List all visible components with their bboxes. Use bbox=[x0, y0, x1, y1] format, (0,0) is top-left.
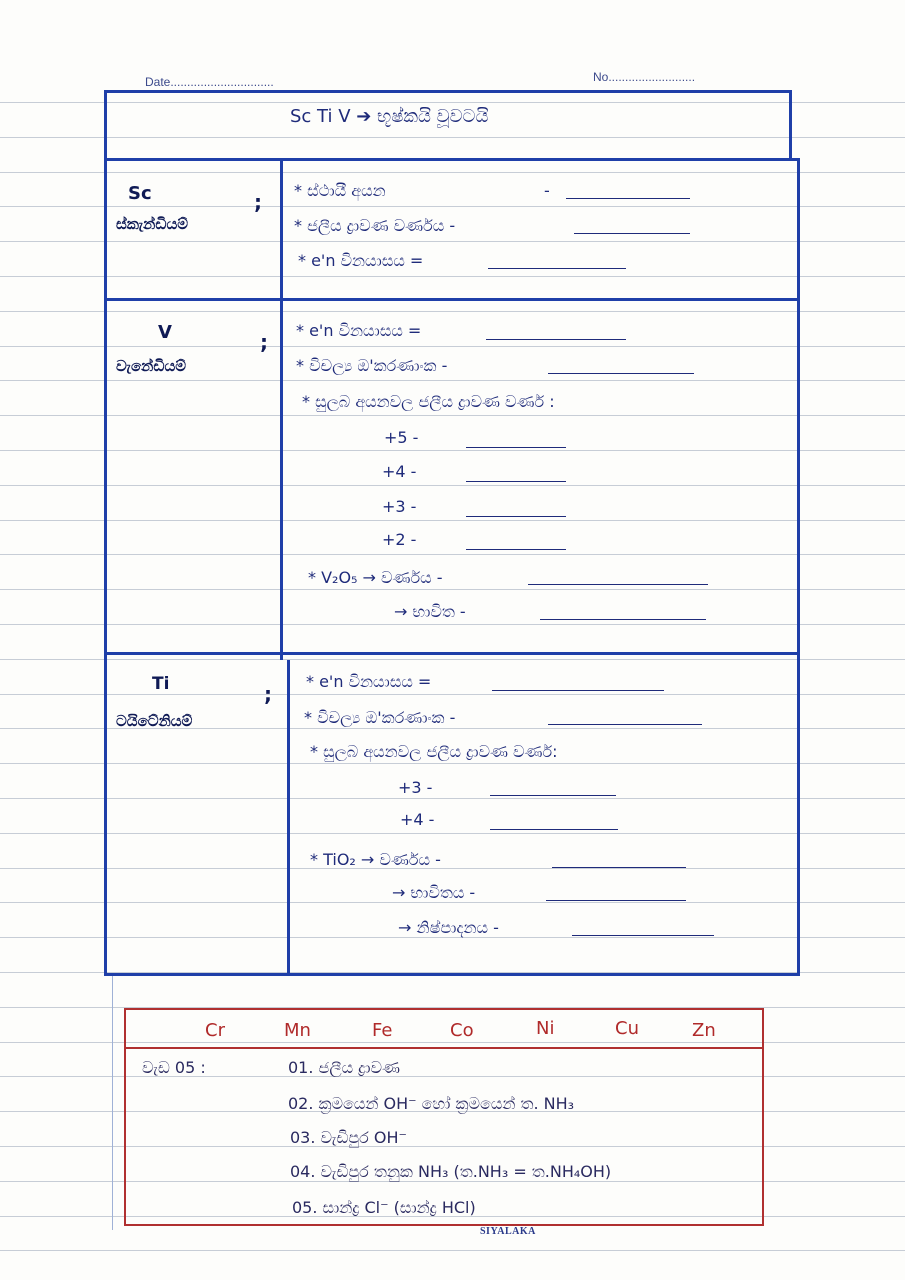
ti-line-3: * සුලබ අයනවල ජලීය ද්‍රාවණ වර්ණ: bbox=[310, 742, 558, 761]
task-3: 03. වැඩිපුර OH⁻ bbox=[290, 1128, 408, 1147]
task-1: 01. ජලීය ද්‍රාවණ bbox=[288, 1058, 401, 1077]
v-oxide-colour: * V₂O₅ → වර්ණය - bbox=[308, 568, 443, 587]
sc-line-1-dash: - bbox=[544, 181, 550, 200]
v-state-4: +2 - bbox=[382, 530, 417, 549]
task-4: 04. වැඩිපුර තනුක NH₃ (ත.NH₃ = ත.NH₄OH) bbox=[290, 1162, 612, 1181]
ti-blank-1 bbox=[492, 690, 664, 691]
ti-semicolon: ; bbox=[264, 682, 272, 706]
v-state-1: +5 - bbox=[384, 428, 419, 447]
date-label: Date............................... bbox=[145, 75, 274, 89]
element-mn: Mn bbox=[284, 1020, 311, 1041]
sc-line-3: * e'n විනයාසය = bbox=[298, 251, 424, 270]
ti-line-2: * විචල්‍ය ඔ'කරණාංක - bbox=[304, 708, 456, 727]
margin-line bbox=[112, 975, 113, 1230]
v-state-blank-3 bbox=[466, 516, 566, 517]
row-divider-sc-v bbox=[106, 298, 798, 301]
element-cr: Cr bbox=[205, 1020, 225, 1041]
v-name: වැනේඩියම් bbox=[116, 357, 187, 375]
v-state-3: +3 - bbox=[382, 497, 417, 516]
task-5: 05. සාන්ද්‍ර Cl⁻ (සාන්ද්‍ර HCl) bbox=[292, 1198, 476, 1217]
ruled-line bbox=[0, 1250, 905, 1251]
ti-oxide-usage: → භාවිතය - bbox=[392, 883, 476, 902]
tasks-box-divider bbox=[126, 1047, 762, 1049]
ti-production-blank bbox=[572, 935, 714, 936]
ti-usage-blank bbox=[546, 900, 686, 901]
row-divider-v-ti bbox=[106, 652, 798, 655]
v-semicolon: ; bbox=[260, 330, 268, 354]
ti-oxide-colour: * TiO₂ → වර්ණය - bbox=[310, 850, 441, 869]
v-symbol: V bbox=[158, 322, 172, 343]
sc-line-2: * ජලීය ද්‍රාවණ වර්ණය - bbox=[294, 216, 456, 235]
sc-name: ස්කැන්ඩියම් bbox=[116, 215, 189, 233]
page-title: Sc Ti V ➔ භූෂ්කයි වූවටයි bbox=[290, 106, 489, 127]
v-line-2: * විචල්‍ය ඔ'කරණාංක - bbox=[296, 356, 448, 375]
sc-semicolon: ; bbox=[254, 190, 262, 214]
v-oxide-blank bbox=[528, 584, 708, 585]
sc-blank-2 bbox=[574, 233, 690, 234]
task-label: වැඩ 05 : bbox=[142, 1058, 206, 1077]
v-oxide-usage: → භාවිත - bbox=[394, 602, 466, 621]
ti-line-1: * e'n විනයාසය = bbox=[306, 672, 432, 691]
ti-oxide-blank bbox=[552, 867, 686, 868]
column-divider-upper bbox=[280, 160, 283, 660]
task-2: 02. ක්‍රමයෙන් OH⁻ හෝ ක්‍රමයෙන් ත. NH₃ bbox=[288, 1094, 575, 1113]
element-fe: Fe bbox=[372, 1020, 393, 1041]
ti-state-blank-1 bbox=[490, 795, 616, 796]
ti-oxide-production: → නිෂ්පාදනය - bbox=[398, 918, 499, 937]
v-usage-blank bbox=[540, 619, 706, 620]
column-divider-lower bbox=[287, 660, 290, 974]
element-ni: Ni bbox=[536, 1018, 555, 1039]
number-label: No.......................... bbox=[593, 70, 696, 84]
sc-symbol: Sc bbox=[128, 183, 152, 204]
main-table bbox=[104, 158, 800, 976]
v-state-2: +4 - bbox=[382, 462, 417, 481]
v-blank-1 bbox=[486, 339, 626, 340]
v-line-1: * e'n විනයාසය = bbox=[296, 321, 422, 340]
footer-brand: SIYALAKA bbox=[480, 1226, 536, 1237]
sc-blank-1 bbox=[566, 198, 690, 199]
ti-state-1: +3 - bbox=[398, 778, 433, 797]
ti-blank-2 bbox=[548, 724, 702, 725]
sc-line-1: * ස්ථායී අයන bbox=[294, 181, 386, 200]
v-state-blank-1 bbox=[466, 447, 566, 448]
v-line-3: * සුලබ අයනවල ජලීය ද්‍රාවණ වර්ණ : bbox=[302, 392, 555, 411]
ti-state-2: +4 - bbox=[400, 810, 435, 829]
v-state-blank-4 bbox=[466, 549, 566, 550]
element-co: Co bbox=[450, 1020, 474, 1041]
sc-blank-3 bbox=[488, 268, 626, 269]
v-state-blank-2 bbox=[466, 481, 566, 482]
element-cu: Cu bbox=[615, 1018, 639, 1039]
ti-state-blank-2 bbox=[490, 829, 618, 830]
element-zn: Zn bbox=[692, 1020, 716, 1041]
ti-name: ටයිටේනියම් bbox=[116, 712, 193, 730]
ti-symbol: Ti bbox=[152, 674, 170, 694]
v-blank-2 bbox=[548, 373, 694, 374]
